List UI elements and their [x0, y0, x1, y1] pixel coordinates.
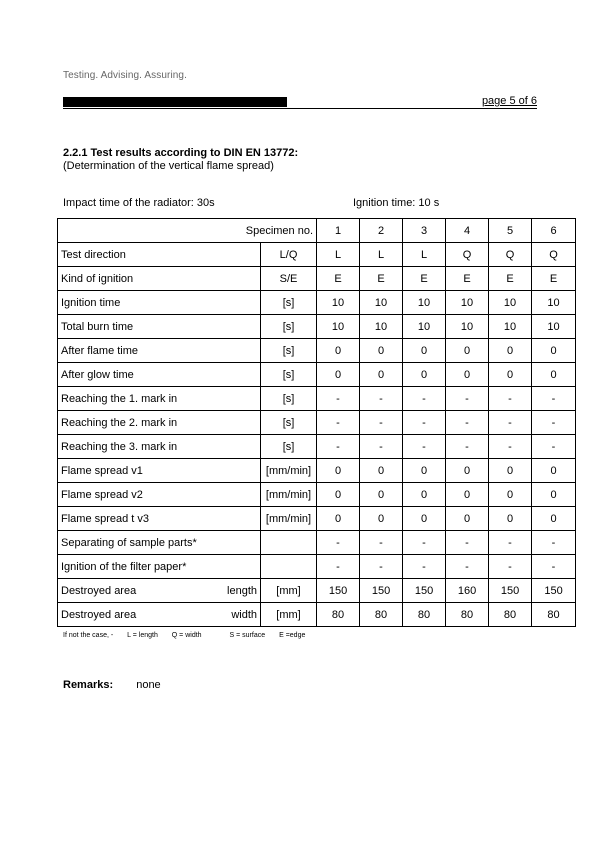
row-label: Ignition time [61, 296, 121, 309]
row-label-cell [58, 411, 261, 435]
row-unit: L/Q [261, 243, 317, 267]
row-label-cell [58, 579, 261, 603]
row-label-wrap [61, 273, 257, 285]
table-row [58, 579, 576, 603]
cell-value: 80 [532, 603, 576, 627]
row-unit: [s] [261, 315, 317, 339]
row-unit: [mm/min] [261, 459, 317, 483]
row-label: Reaching the 1. mark in [61, 392, 178, 405]
cell-value: - [446, 411, 489, 435]
page-header [63, 96, 537, 109]
footnote-item: E =edge [279, 632, 306, 639]
cell-value: 0 [317, 339, 360, 363]
cell-value: E [317, 267, 360, 291]
cell-value: 10 [446, 315, 489, 339]
cell-value: 10 [317, 315, 360, 339]
cell-value: - [403, 531, 446, 555]
row-label-wrap [61, 297, 257, 309]
row-label: Flame spread t v3 [61, 512, 150, 525]
cell-value: Q [446, 243, 489, 267]
cell-value: 0 [446, 483, 489, 507]
row-label: Ignition of the filter paper* [61, 560, 187, 573]
row-label-cell [58, 387, 261, 411]
cell-value: - [403, 555, 446, 579]
row-unit [261, 531, 317, 555]
table-header-row [58, 219, 576, 243]
row-label-wrap [61, 561, 257, 573]
cell-value: 0 [403, 339, 446, 363]
specimen-number: 2 [360, 219, 403, 243]
row-label: After flame time [61, 344, 139, 357]
row-unit: [mm] [261, 579, 317, 603]
cell-value: E [360, 267, 403, 291]
row-label: Flame spread v2 [61, 488, 143, 501]
ignition-time: Ignition time: 10 s [353, 197, 440, 209]
table-row [58, 531, 576, 555]
cell-value: 150 [360, 579, 403, 603]
cell-value: 0 [532, 363, 576, 387]
redacted-block [63, 97, 287, 107]
cell-value: 0 [489, 339, 532, 363]
cell-value: E [403, 267, 446, 291]
cell-value: 0 [403, 459, 446, 483]
row-unit: [s] [261, 363, 317, 387]
table-row [58, 435, 576, 459]
cell-value: E [446, 267, 489, 291]
cell-value: L [403, 243, 446, 267]
cell-value: 0 [446, 363, 489, 387]
cell-value: 10 [446, 291, 489, 315]
row-unit: [s] [261, 339, 317, 363]
cell-value: 0 [446, 507, 489, 531]
cell-value: - [360, 387, 403, 411]
table-row [58, 291, 576, 315]
row-label-cell [58, 435, 261, 459]
table-row [58, 243, 576, 267]
footnote-item: L = length [127, 632, 158, 639]
remarks-value: none [136, 679, 161, 691]
table-row [58, 483, 576, 507]
cell-value: 0 [360, 459, 403, 483]
row-label-wrap [61, 321, 257, 333]
cell-value: Q [532, 243, 576, 267]
table-row [58, 459, 576, 483]
row-label: After glow time [61, 368, 134, 381]
row-label: Destroyed area [61, 584, 137, 597]
row-unit: [s] [261, 435, 317, 459]
row-unit: [mm] [261, 603, 317, 627]
row-label-wrap [61, 417, 257, 429]
cell-value: 10 [489, 291, 532, 315]
cell-value: 80 [489, 603, 532, 627]
specimen-number: 1 [317, 219, 360, 243]
row-label-wrap [61, 537, 257, 549]
specimen-label: Specimen no. [58, 219, 317, 243]
section-subtitle: (Determination of the vertical flame spread) [63, 160, 274, 172]
cell-value: - [489, 411, 532, 435]
row-label: Kind of ignition [61, 272, 134, 285]
cell-value: 80 [446, 603, 489, 627]
cell-value: 0 [317, 507, 360, 531]
row-label-wrap [61, 609, 257, 621]
cell-value: 0 [403, 363, 446, 387]
results-table [57, 218, 576, 627]
cell-value: - [489, 435, 532, 459]
row-unit [261, 555, 317, 579]
cell-value: - [446, 435, 489, 459]
row-unit: [s] [261, 291, 317, 315]
cell-value: 0 [489, 459, 532, 483]
cell-value: Q [489, 243, 532, 267]
row-unit: [s] [261, 411, 317, 435]
cell-value: 80 [360, 603, 403, 627]
cell-value: - [360, 411, 403, 435]
cell-value: 150 [532, 579, 576, 603]
row-label-wrap [61, 441, 257, 453]
table-row [58, 387, 576, 411]
cell-value: - [446, 531, 489, 555]
remarks-label: Remarks: [63, 679, 114, 691]
cell-value: - [446, 555, 489, 579]
cell-value: 0 [317, 363, 360, 387]
cell-value: - [446, 387, 489, 411]
row-label: Destroyed area [61, 608, 137, 621]
cell-value: E [532, 267, 576, 291]
cell-value: - [489, 531, 532, 555]
cell-value: 160 [446, 579, 489, 603]
cell-value: - [532, 531, 576, 555]
cell-value: 10 [403, 291, 446, 315]
table-row [58, 339, 576, 363]
cell-value: 0 [532, 483, 576, 507]
cell-value: 10 [360, 315, 403, 339]
cell-value: 10 [360, 291, 403, 315]
cell-value: 0 [360, 363, 403, 387]
cell-value: - [360, 531, 403, 555]
cell-value: 0 [532, 339, 576, 363]
specimen-number: 4 [446, 219, 489, 243]
row-label: Reaching the 3. mark in [61, 440, 178, 453]
cell-value: - [403, 387, 446, 411]
row-label-cell [58, 291, 261, 315]
row-label: Reaching the 2. mark in [61, 416, 178, 429]
cell-value: - [360, 555, 403, 579]
row-label-cell [58, 507, 261, 531]
row-label-cell [58, 267, 261, 291]
table-row [58, 363, 576, 387]
cell-value: 80 [403, 603, 446, 627]
impact-time: Impact time of the radiator: 30s [63, 197, 215, 209]
cell-value: 0 [532, 459, 576, 483]
header-rule [63, 108, 537, 109]
cell-value: E [489, 267, 532, 291]
cell-value: - [489, 387, 532, 411]
cell-value: - [360, 435, 403, 459]
row-label-cell [58, 339, 261, 363]
cell-value: - [489, 555, 532, 579]
cell-value: 0 [446, 459, 489, 483]
cell-value: 0 [403, 507, 446, 531]
row-label-wrap [61, 249, 257, 261]
footnote [63, 632, 317, 639]
cell-value: - [317, 555, 360, 579]
footnote-item: If not the case, - [63, 632, 114, 639]
row-label-wrap [61, 585, 257, 597]
cell-value: 10 [532, 291, 576, 315]
footnote-item: Q = width [171, 632, 202, 639]
cell-value: 0 [317, 459, 360, 483]
row-label-cell [58, 555, 261, 579]
tagline: Testing. Advising. Assuring. [63, 70, 187, 81]
section-title: 2.2.1 Test results according to DIN EN 13772: [63, 147, 299, 159]
cell-value: 80 [317, 603, 360, 627]
specimen-number: 6 [532, 219, 576, 243]
table-row [58, 507, 576, 531]
cell-value: - [532, 411, 576, 435]
row-label: Total burn time [61, 320, 134, 333]
cell-value: 150 [317, 579, 360, 603]
row-label-cell [58, 483, 261, 507]
table-row [58, 411, 576, 435]
row-label-wrap [61, 393, 257, 405]
row-label-cell [58, 315, 261, 339]
row-label-cell [58, 531, 261, 555]
cell-value: 150 [489, 579, 532, 603]
row-unit: [mm/min] [261, 483, 317, 507]
row-label-cell [58, 603, 261, 627]
page-number: page 5 of 6 [481, 95, 537, 107]
cell-value: 0 [403, 483, 446, 507]
cell-value: 150 [403, 579, 446, 603]
cell-value: L [317, 243, 360, 267]
cell-value: 0 [489, 507, 532, 531]
row-label-cell [58, 363, 261, 387]
row-unit: [s] [261, 387, 317, 411]
table-row [58, 315, 576, 339]
row-unit: S/E [261, 267, 317, 291]
remarks [63, 679, 161, 691]
row-label: Separating of sample parts* [61, 536, 197, 549]
cell-value: - [532, 387, 576, 411]
specimen-number: 3 [403, 219, 446, 243]
row-label-wrap [61, 489, 257, 501]
footnote-item: S = surface [229, 632, 266, 639]
row-label-wrap [61, 513, 257, 525]
cell-value: - [403, 435, 446, 459]
row-qualifier: width [231, 608, 257, 621]
cell-value: 0 [532, 507, 576, 531]
row-label-wrap [61, 465, 257, 477]
cell-value: - [532, 555, 576, 579]
table-row [58, 555, 576, 579]
cell-value: 0 [489, 363, 532, 387]
row-label-wrap [61, 369, 257, 381]
row-label-cell [58, 459, 261, 483]
cell-value: - [403, 411, 446, 435]
row-label: Flame spread v1 [61, 464, 143, 477]
row-label: Test direction [61, 248, 126, 261]
cell-value: - [317, 411, 360, 435]
cell-value: - [317, 531, 360, 555]
cell-value: - [317, 387, 360, 411]
specimen-number: 5 [489, 219, 532, 243]
cell-value: 0 [360, 339, 403, 363]
cell-value: 0 [360, 483, 403, 507]
cell-value: - [317, 435, 360, 459]
cell-value: 10 [532, 315, 576, 339]
cell-value: L [360, 243, 403, 267]
row-label-wrap [61, 345, 257, 357]
cell-value: 10 [489, 315, 532, 339]
cell-value: - [532, 435, 576, 459]
cell-value: 0 [317, 483, 360, 507]
table-row [58, 267, 576, 291]
cell-value: 10 [317, 291, 360, 315]
cell-value: 0 [360, 507, 403, 531]
cell-value: 0 [489, 483, 532, 507]
row-label-cell [58, 243, 261, 267]
row-unit: [mm/min] [261, 507, 317, 531]
cell-value: 0 [446, 339, 489, 363]
cell-value: 10 [403, 315, 446, 339]
row-qualifier: length [227, 584, 257, 597]
table-row [58, 603, 576, 627]
